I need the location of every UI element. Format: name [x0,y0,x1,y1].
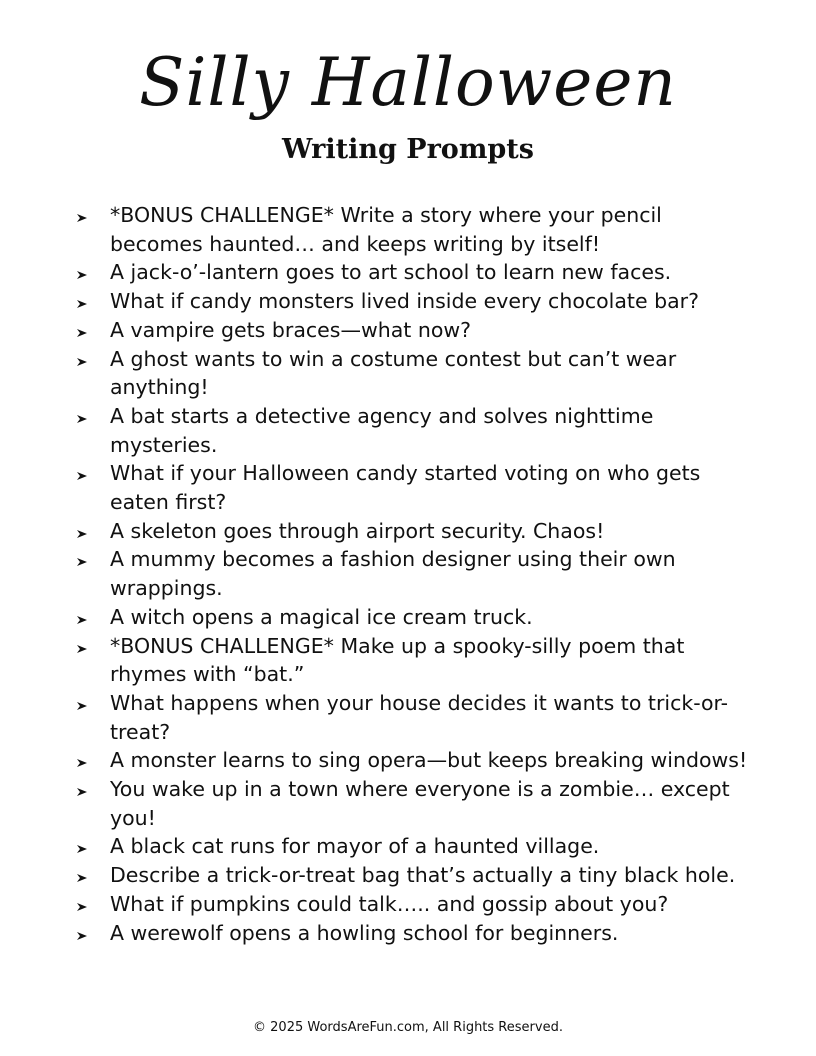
page-title: Silly Halloween [139,44,677,121]
arrow-bullet-icon [76,328,88,338]
prompt-list [72,201,752,947]
prompt-item [72,201,752,258]
arrow-bullet-icon [76,758,88,768]
prompt-item [72,861,752,890]
prompt-item [72,775,752,832]
prompt-item [72,287,752,316]
prompt-item [72,890,752,919]
prompt-item [72,603,752,632]
prompt-item [72,632,752,689]
arrow-bullet-icon [76,931,88,941]
prompt-item [72,459,752,516]
prompt-text: A mummy becomes a fashion designer using their own wrappings. [110,547,676,601]
prompt-text: A witch opens a magical ice cream truck. [110,604,533,629]
prompt-text: A bat starts a detective agency and solves nighttime mysteries. [110,403,654,457]
prompt-text: You wake up in a town where everyone is a zombie… except you! [110,777,730,830]
prompt-text: What if your Halloween candy started voting on who gets eaten first? [110,461,701,515]
arrow-bullet-icon [76,270,88,280]
arrow-bullet-icon [76,357,88,367]
prompt-text: What if pumpkins could talk….. and gossip about you? [110,891,669,916]
prompt-item [72,832,752,861]
arrow-bullet-icon [76,902,88,912]
prompt-text: A black cat runs for mayor of a haunted village. [110,834,600,859]
arrow-bullet-icon [76,299,88,309]
prompt-text: A werewolf opens a howling school for beginners. [110,920,619,945]
prompt-item [72,689,752,746]
arrow-bullet-icon [76,644,88,654]
prompt-text: What if candy monsters lived inside every chocolate bar? [110,289,699,314]
prompt-text: A skeleton goes through airport security. Chaos! [110,518,605,543]
arrow-bullet-icon [76,873,88,883]
prompt-item [72,919,752,948]
prompt-item [72,545,752,602]
arrow-bullet-icon [76,213,88,223]
arrow-bullet-icon [76,701,88,711]
copyright-footer: © 2025 WordsAreFun.com, All Rights Reserved. [253,1020,563,1035]
prompt-item [72,746,752,775]
page-subtitle: Writing Prompts [282,134,534,165]
prompt-text: Describe a trick-or-treat bag that’s actually a tiny black hole. [110,863,736,888]
prompt-item [72,316,752,345]
prompt-item [72,402,752,459]
prompt-text: A monster learns to sing opera—but keeps breaking windows! [110,748,748,773]
arrow-bullet-icon [76,844,88,854]
arrow-bullet-icon [76,529,88,539]
prompt-text: What happens when your house decides it wants to trick-or-treat? [110,690,729,744]
prompt-text: A jack-o’-lantern goes to art school to learn new faces. [110,260,672,285]
arrow-bullet-icon [76,414,88,424]
prompt-text: *BONUS CHALLENGE* Make up a spooky-silly poem that rhymes with “bat.” [110,633,685,687]
prompt-text: A ghost wants to win a costume contest but can’t wear anything! [110,346,677,400]
arrow-bullet-icon [76,471,88,481]
arrow-bullet-icon [76,557,88,567]
prompt-text: *BONUS CHALLENGE* Write a story where your pencil becomes haunted… and keeps writing by itself! [110,203,662,256]
arrow-bullet-icon [76,615,88,625]
arrow-bullet-icon [76,787,88,797]
prompt-item [72,517,752,546]
prompt-text: A vampire gets braces—what now? [110,317,472,342]
prompt-item [72,345,752,402]
prompt-item [72,258,752,287]
